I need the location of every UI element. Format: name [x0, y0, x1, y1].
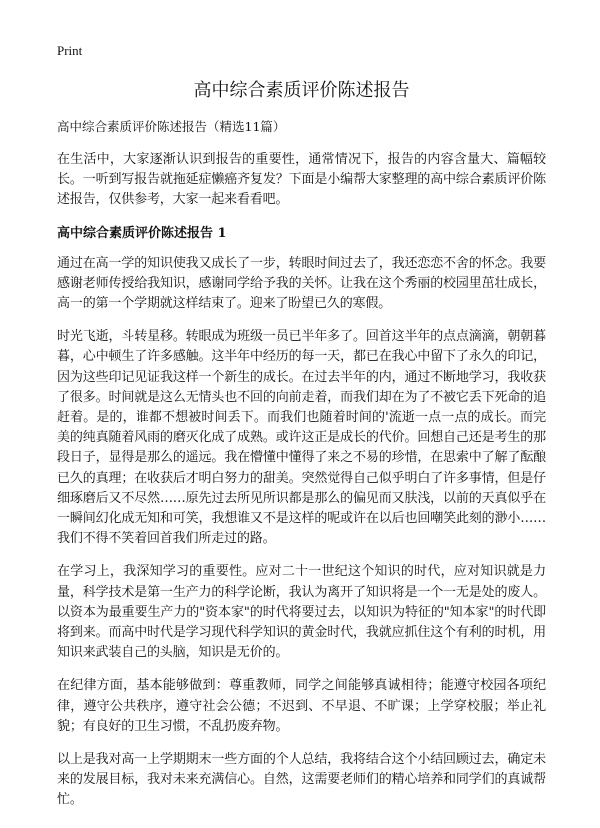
intro-paragraph: 在生活中，大家逐渐认识到报告的重要性，通常情况下，报告的内容含量大、篇幅较长。一听到写报告就拖延症懒癌齐复发？下面是小编帮大家整理的高中综合素质评价陈述报告，仅供参考，大家一起来看看吧。 — [57, 152, 546, 208]
document-subtitle: 高中综合素质评价陈述报告（精选11篇） — [57, 119, 286, 134]
body-paragraph-1: 通过在高一学的知识使我又成长了一步，转眼时间过去了，我还恋恋不舍的怀念。我要感谢老师传授给我知识，感谢同学给予我的关怀。让我在这个秀丽的校园里茁壮成长，高一的第一个学期就这样结束了。迎来了盼望已久的寒假。 — [57, 255, 546, 312]
page-title: 高中综合素质评价陈述报告 — [193, 80, 410, 101]
body-paragraph-5: 以上是我对高一上学期期末一些方面的个人总结，我将结合这个小结回顾过去，确定未来的发展目标，我对未来充满信心。自然，这需要老师们的精心培养和同学们的真诚帮忙。 — [57, 752, 546, 808]
body-paragraph-3: 在学习上，我深知学习的重要性。应对二十一世纪这个知识的时代，应对知识就是力量，科学技术是第一生产力的科学论断，我认为离开了知识将是一个一无是处的废人。以资本为最重要生产力的"资本家"的时代将要过去，以知识为特征的"知本家"的时代即将到来。而高中时代是学习现代科学知识的黄金时代，我就应抓住这个有利的时机，用知识来武装自己的头脑，知识是无价的。 — [57, 564, 546, 661]
body-paragraph-4: 在纪律方面，基本能够做到：尊重教师，同学之间能够真诚相待；能遵守校园各项纪律，遵守公共秩序，遵守社会公德；不迟到、不早退、不旷课；上学穿校服；举止礼貌；有良好的卫生习惯，不乱扔废弃物。 — [57, 678, 546, 734]
body-paragraph-2: 时光飞逝，斗转星移。转眼成为班级一员已半年多了。回首这半年的点点滴滴，朝朝暮暮，心中顿生了许多感触。这半年中经历的每一天，都已在我心中留下了永久的印记，因为这些印记见证我这样一个新生的成长。在过去半年的内，通过不断地学习，我收获了很多。时间就是这么无情头也不回的向前走着，而我们却在为了不被它丢下死命的追赶着。是的，谁都不想被时间丢下。而我们也随着时间的'流逝一点一点的成长。而完美的纯真随着风雨的磨灭化成了成熟。或许这正是成长的代价。回想自己还是考生的那段日子，显得是那么的遥远。我在懵懂中懂得了来之不易的珍惜，在思索中了解了酝酿已久的真理；在收获后才明白努力的甜美。突然觉得自己似乎明白了许多事情，但是仔细琢磨后又不尽然……原先过去所见所识都是那么的偏见而又肤浅，以前的天真似乎在一瞬间幻化成无知和可笑，我想谁又不是这样的呢或许在以后也回嘲笑此刻的渺小……我们不得不笑着回首我们所走过的路。 — [57, 329, 546, 547]
section-heading: 高中综合素质评价陈述报告 1 — [57, 225, 227, 241]
print-label[interactable]: Print — [57, 43, 83, 58]
